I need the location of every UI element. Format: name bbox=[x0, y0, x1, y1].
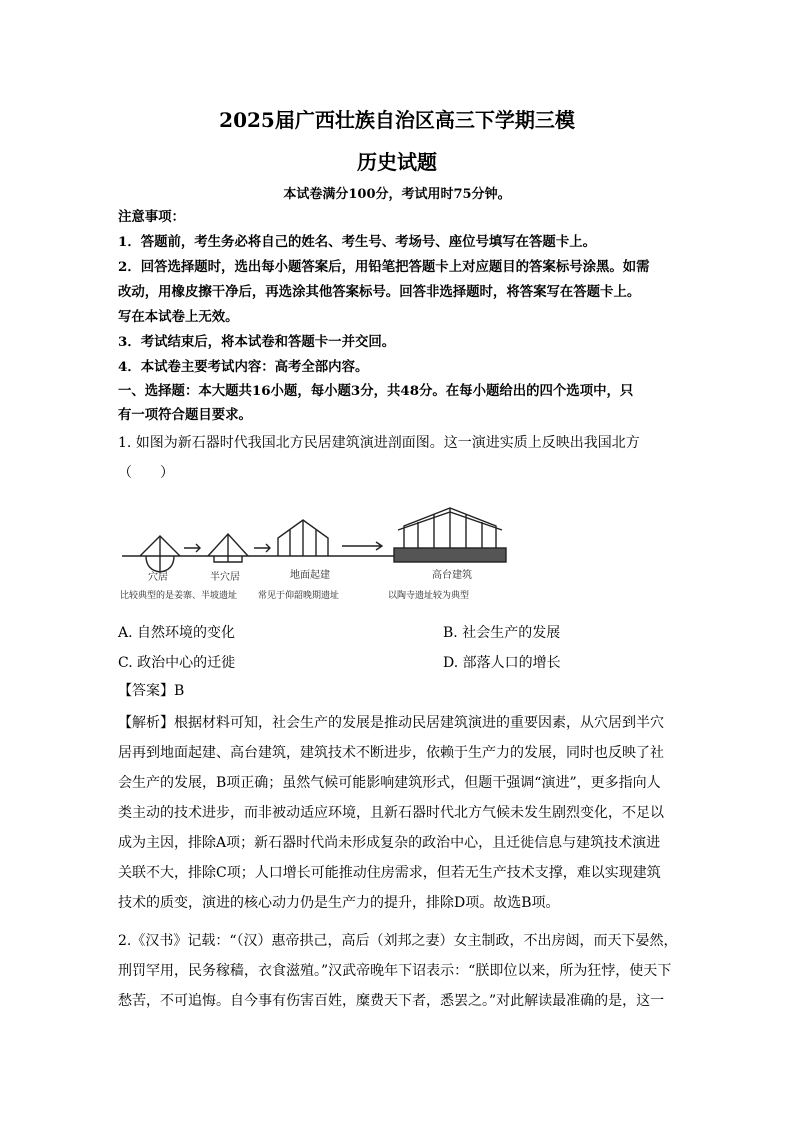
q1-stem-bracket: （ ） bbox=[118, 465, 174, 481]
note-item: 2．回答选择题时，选出每小题答案后，用铅笔把答题卡上对应题目的答案标号涂黑。如需 bbox=[118, 259, 650, 275]
q1-analysis-line: 居再到地面起建、高台建筑，建筑技术不断进步，依赖于生产力的发展，同时也反映了社 bbox=[118, 745, 664, 761]
q1-option-d[interactable]: D. 部落人口的增长 bbox=[443, 655, 561, 671]
q1-option-b[interactable]: B. 社会生产的发展 bbox=[443, 625, 561, 641]
figure-caption: 比较典型的是姜寨、半坡遗址 bbox=[120, 591, 238, 601]
q2-line: 2.《汉书》记载：“（汉）惠帝拱己，高后（刘邦之妻）女主制政，不出房闼，而天下晏然， bbox=[118, 933, 678, 949]
section-heading-cont: 有一项符合题目要求。 bbox=[118, 407, 252, 423]
figure-label: 地面起建 bbox=[290, 570, 330, 581]
q1-analysis-line: 关联不大，排除C项；人口增长可能推动住房需求，但若无生产技术支撑，难以实现建筑 bbox=[118, 865, 661, 881]
q1-analysis-line: 类主动的技术进步，而非被动适应环境，且新石器时代北方气候未发生剧烈变化，不足以 bbox=[118, 805, 664, 821]
exam-title: 2025届广西壮族自治区高三下学期三模 bbox=[219, 108, 575, 132]
q1-option-c[interactable]: C. 政治中心的迁徙 bbox=[118, 655, 236, 671]
note-item: 写在本试卷上无效。 bbox=[118, 309, 239, 325]
figure-label: 半穴居 bbox=[210, 572, 240, 583]
q1-option-a[interactable]: A. 自然环境的变化 bbox=[118, 625, 236, 641]
note-item: 4．本试卷主要考试内容：高考全部内容。 bbox=[118, 359, 369, 375]
subject-title: 历史试题 bbox=[357, 150, 437, 174]
q1-analysis-line: 会生产的发展，B项正确；虽然气候可能影响建筑形式，但题干强调“演进”，更多指向人 bbox=[118, 775, 661, 791]
figure-caption: 常见于仰韶晚期遗址 bbox=[258, 591, 340, 601]
q1-stem: 1. 如图为新石器时代我国北方民居建筑演进剖面图。这一演进实质上反映出我国北方 bbox=[118, 435, 640, 451]
q1-analysis-line: 【解析】根据材料可知，社会生产的发展是推动民居建筑演进的重要因素，从穴居到半穴 bbox=[118, 715, 664, 731]
q1-analysis-line: 技术的质变，演进的核心动力仍是生产力的提升，排除D项。故选B项。 bbox=[118, 895, 560, 911]
q1-analysis-line: 成为主因，排除A项；新石器时代尚未形成复杂的政治中心，且迁徙信息与建筑技术演进 bbox=[118, 835, 661, 851]
housing-evolution-figure bbox=[118, 500, 526, 604]
note-item: 1．答题前，考生务必将自己的姓名、考生号、考场号、座位号填写在答题卡上。 bbox=[118, 234, 596, 250]
figure-label: 高台建筑 bbox=[432, 570, 472, 581]
figure-caption: 以陶寺遗址较为典型 bbox=[388, 591, 470, 601]
figure-label: 穴居 bbox=[148, 572, 168, 583]
exam-info: 本试卷满分100分，考试用时75分钟。 bbox=[283, 187, 511, 202]
section-heading: 一、选择题：本大题共16小题，每小题3分，共48分。在每小题给出的四个选项中，只 bbox=[118, 383, 634, 399]
q2-line: 愁苦，不可追悔。自今事有伤害百姓，糜费天下者，悉罢之。”对此解读最准确的是，这一 bbox=[118, 993, 665, 1009]
note-item: 改动，用橡皮擦干净后，再选涂其他答案标号。回答非选择题时，将答案写在答题卡上。 bbox=[118, 284, 641, 300]
q2-line: 刑罚罕用，民务稼穑，衣食滋殖。”汉武帝晚年下诏表示：“朕即位以来，所为狂悖，使天下 bbox=[118, 963, 672, 979]
note-item: 3．考试结束后，将本试卷和答题卡一并交回。 bbox=[118, 334, 396, 350]
notes-heading: 注意事项： bbox=[118, 209, 185, 225]
q1-answer: 【答案】B bbox=[118, 683, 185, 699]
